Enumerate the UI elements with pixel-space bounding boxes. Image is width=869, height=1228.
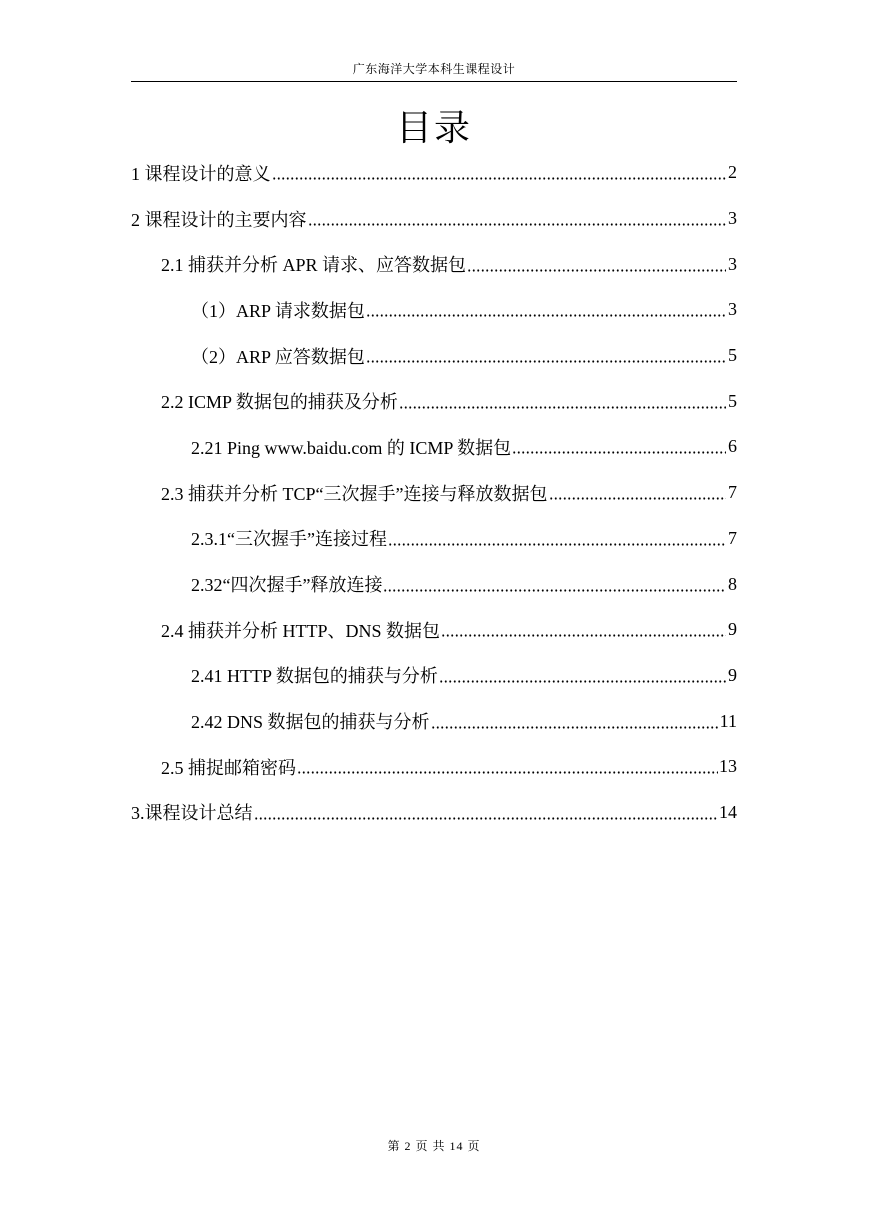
toc-leader-dots <box>549 497 727 500</box>
toc-entry-label: 2.5 捕捉邮箱密码 <box>161 757 296 778</box>
toc-leader-dots <box>388 543 726 546</box>
toc-entry-page-number: 7 <box>728 527 737 548</box>
toc-entry[interactable] <box>131 561 737 607</box>
page-footer: 第 2 页 共 14 页 <box>387 1139 481 1153</box>
toc-entry[interactable] <box>131 333 737 379</box>
toc-entry-page-number: 9 <box>728 664 737 685</box>
toc-leader-dots <box>399 406 726 409</box>
toc-entry-page-number: 7 <box>728 482 737 503</box>
toc-leader-dots <box>431 726 719 729</box>
page-header: 广东海洋大学本科生课程设计 <box>352 62 516 76</box>
toc-leader-dots <box>297 771 718 774</box>
toc-leader-dots <box>441 634 726 637</box>
toc-entry-label: 2.41 HTTP 数据包的捕获与分析 <box>191 666 438 687</box>
toc-entry[interactable] <box>131 653 737 699</box>
toc-entry-label: 2.2 ICMP 数据包的捕获及分析 <box>161 392 398 413</box>
toc-entry-page-number: 9 <box>728 619 737 640</box>
toc-entry[interactable] <box>131 424 737 470</box>
toc-entry-label: 2.21 Ping www.baidu.com 的 ICMP 数据包 <box>191 437 512 458</box>
toc-entry-label: 1 课程设计的意义 <box>131 163 271 184</box>
toc-entry[interactable] <box>131 744 737 790</box>
toc-entry-label: 2 课程设计的主要内容 <box>131 209 307 230</box>
toc-leader-dots <box>254 817 719 820</box>
toc-leader-dots <box>467 269 726 272</box>
toc-entry-page-number: 5 <box>728 390 737 411</box>
toc-entry-label: （1）ARP 请求数据包 <box>191 300 365 321</box>
toc-entry[interactable] <box>131 790 737 836</box>
toc-entry[interactable] <box>131 287 737 333</box>
toc-entry-label: 2.1 捕获并分析 APR 请求、应答数据包 <box>161 255 467 276</box>
toc-entry[interactable] <box>131 516 737 562</box>
toc-entry-label: 2.4 捕获并分析 HTTP、DNS 数据包 <box>161 620 441 641</box>
toc-entry-label: 2.32“四次握手”释放连接 <box>191 575 383 596</box>
toc-entry-page-number: 11 <box>719 710 737 731</box>
toc-entry-page-number: 3 <box>728 208 737 229</box>
toc-entry-label: 2.42 DNS 数据包的捕获与分析 <box>191 712 430 733</box>
table-of-contents <box>131 150 737 835</box>
toc-title: 目录 <box>395 108 472 148</box>
toc-leader-dots <box>512 451 726 454</box>
toc-entry-label: 2.3.1“三次握手”连接过程 <box>191 529 387 550</box>
toc-leader-dots <box>366 360 726 363</box>
toc-entry[interactable] <box>131 470 737 516</box>
toc-entry-page-number: 13 <box>719 756 737 777</box>
toc-leader-dots <box>308 223 727 226</box>
toc-entry[interactable] <box>131 607 737 653</box>
toc-entry-page-number: 8 <box>728 573 737 594</box>
toc-entry-label: 2.3 捕获并分析 TCP“三次握手”连接与释放数据包 <box>161 483 548 504</box>
toc-entry[interactable] <box>131 378 737 424</box>
toc-entry-page-number: 6 <box>728 436 737 457</box>
toc-entry-page-number: 2 <box>728 162 737 183</box>
toc-leader-dots <box>383 589 726 592</box>
toc-entry-page-number: 5 <box>728 345 737 366</box>
toc-leader-dots <box>272 177 727 180</box>
toc-entry-label: （2）ARP 应答数据包 <box>191 346 365 367</box>
toc-entry[interactable] <box>131 150 737 196</box>
toc-entry[interactable] <box>131 698 737 744</box>
toc-entry[interactable] <box>131 196 737 242</box>
header-divider <box>131 81 737 82</box>
toc-entry-page-number: 3 <box>728 253 737 274</box>
toc-entry-page-number: 14 <box>719 801 737 822</box>
toc-entry-page-number: 3 <box>728 299 737 320</box>
toc-entry-label: 3.课程设计总结 <box>131 803 253 824</box>
toc-entry[interactable] <box>131 241 737 287</box>
toc-leader-dots <box>439 680 726 683</box>
toc-leader-dots <box>366 314 726 317</box>
